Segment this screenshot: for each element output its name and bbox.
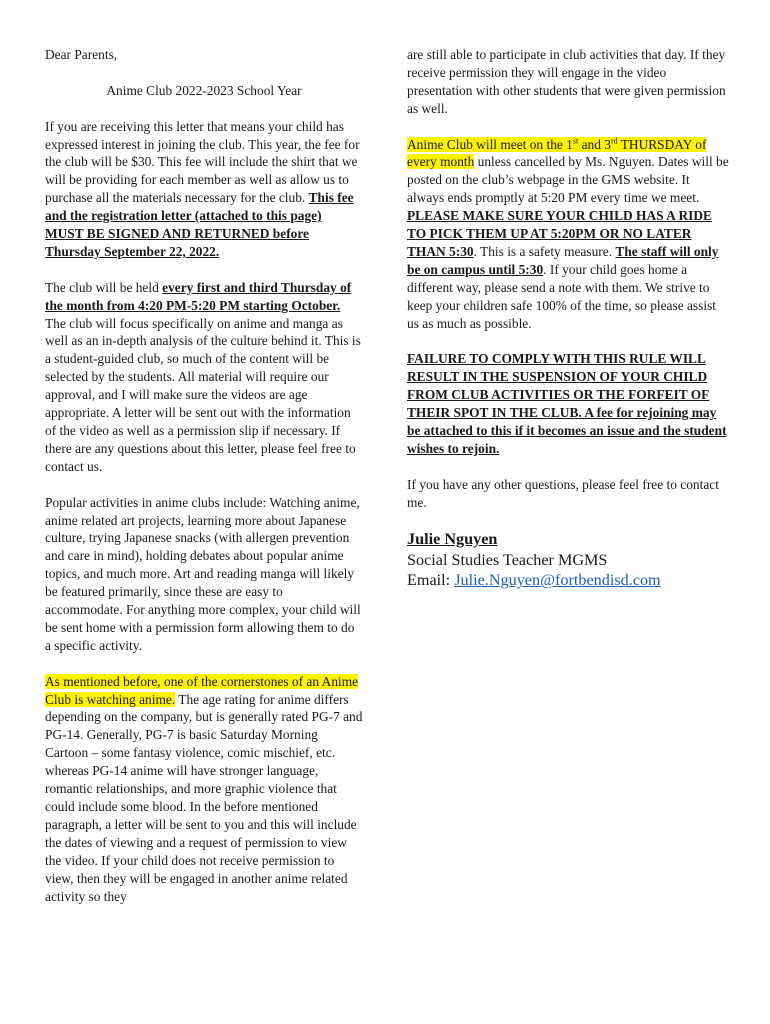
ordinal-rd: rd bbox=[610, 136, 618, 146]
right-column bbox=[407, 46, 729, 591]
schedule-notice: every first and third Thursday of the month from 4:20 PM-5:20 PM starting October. bbox=[45, 279, 352, 313]
permission-continuation: are still able to participate in club activities that day. If they receive permission they will engage in the video presentation with other students that were given permission as well. bbox=[407, 47, 726, 116]
contact-paragraph: If you have any other questions, please feel free to contact me. bbox=[407, 476, 719, 510]
email-label: Email: bbox=[407, 571, 455, 590]
signature-name: Julie Nguyen bbox=[407, 530, 498, 549]
meeting-highlight-part: Anime Club will meet on the 1 bbox=[407, 136, 573, 152]
fee-text: If you are receiving this letter that means your child has expressed interest in joining the club. This year, the fee for the club will be $30. This fee will include the shirt that we will be providing for each member as well as allow us to purchase all the materials necessary for the club. bbox=[45, 118, 360, 206]
left-column bbox=[45, 46, 363, 923]
schedule-paragraph bbox=[45, 279, 363, 476]
safety-text: . This is a safety measure. bbox=[473, 243, 616, 259]
cornerstone-highlight: As mentioned before, one of the cornerstones of an Anime Club is watching anime. bbox=[45, 673, 359, 707]
compliance-warning: FAILURE TO COMPLY WITH THIS RULE WILL RESULT IN THE SUSPENSION OF YOUR CHILD FROM CLUB ACTIVITIES OR THE FORFEIT OF THEIR SPOT IN THE CLUB. A fee for rejoining may be attached to this if it becomes an issue and the student wishes to rejoin. bbox=[407, 351, 727, 456]
meeting-highlight-part: THURSDAY of every month bbox=[407, 136, 707, 170]
staff-notice: The staff will only be on campus until 5:30 bbox=[407, 243, 719, 277]
letter-title: Anime Club 2022-2023 School Year bbox=[106, 82, 302, 98]
fee-deadline-notice: This fee and the registration letter (attached to this page) MUST BE SIGNED AND RETURNED before Thursday September 22, 2022. bbox=[45, 190, 354, 259]
schedule-text-intro: The club will be held bbox=[45, 279, 163, 295]
pickup-warning: PLEASE MAKE SURE YOUR CHILD HAS A RIDE TO PICK THEM UP AT 5:20PM OR NO LATER THAN 5:30 bbox=[407, 208, 712, 259]
signature-block bbox=[407, 529, 729, 591]
schedule-text-body: The club will focus specifically on anime and manga as well as an in-depth analysis of the culture behind it. This is a student-guided club, so much of the content will be selected by the students. All material will require our approval, and I will make sure the videos are age appropriate. A letter will be sent out with the information of the video as well as a permission slip if necessary. If there are any questions about this letter, please feel free to contact us. bbox=[45, 315, 361, 474]
ordinal-st: st bbox=[572, 136, 579, 146]
signature-role: Social Studies Teacher MGMS bbox=[407, 550, 608, 569]
meeting-highlight-part: and 3 bbox=[578, 136, 611, 152]
signature-email-line bbox=[407, 570, 729, 591]
meeting-paragraph bbox=[407, 136, 729, 333]
anime-rating-text: The age rating for anime differs depending on the company, but is generally rated PG-7 and PG-14. Generally, PG-7 is basic Saturday Morning Cartoon – some fantasy violence, comic mischief, etc. whereas PG-14 anime will have stronger language, romantic relationships, and more graphic violence that could include some blood. In the before mentioned paragraph, a letter will be sent to you and this will include the dates of viewing and a request of permission to view the video. If your child does not receive permission to view, then they will be engaged in another anime related activity so they bbox=[45, 691, 363, 904]
activities-paragraph: Popular activities in anime clubs include: Watching anime, anime related art projects, learning more about Japanese culture, trying Japanese snacks (with allergen prevention and care in mind), holding debates about popular anime topics, and much more. Art and reading manga will likely be featured primarily, since these are easy to accommodate. For anything more complex, your child will be sent home with a permission form allowing them to do a specific activity. bbox=[45, 494, 361, 653]
greeting: Dear Parents, bbox=[45, 47, 118, 62]
meeting-text: unless cancelled by Ms. Nguyen. Dates will be posted on the club’s webpage in the GMS website. It always ends promptly at 5:20 PM every time we meet. bbox=[407, 154, 729, 206]
safety-closing-text: . If your child goes home a different way, please send a note with them. We strive to keep your children safe 100% of the time, so please assist us as much as possible. bbox=[407, 261, 717, 331]
fee-paragraph bbox=[45, 118, 363, 261]
anime-rating-paragraph bbox=[45, 673, 363, 906]
email-link[interactable]: Julie.Nguyen@fortbendisd.com bbox=[454, 571, 661, 590]
